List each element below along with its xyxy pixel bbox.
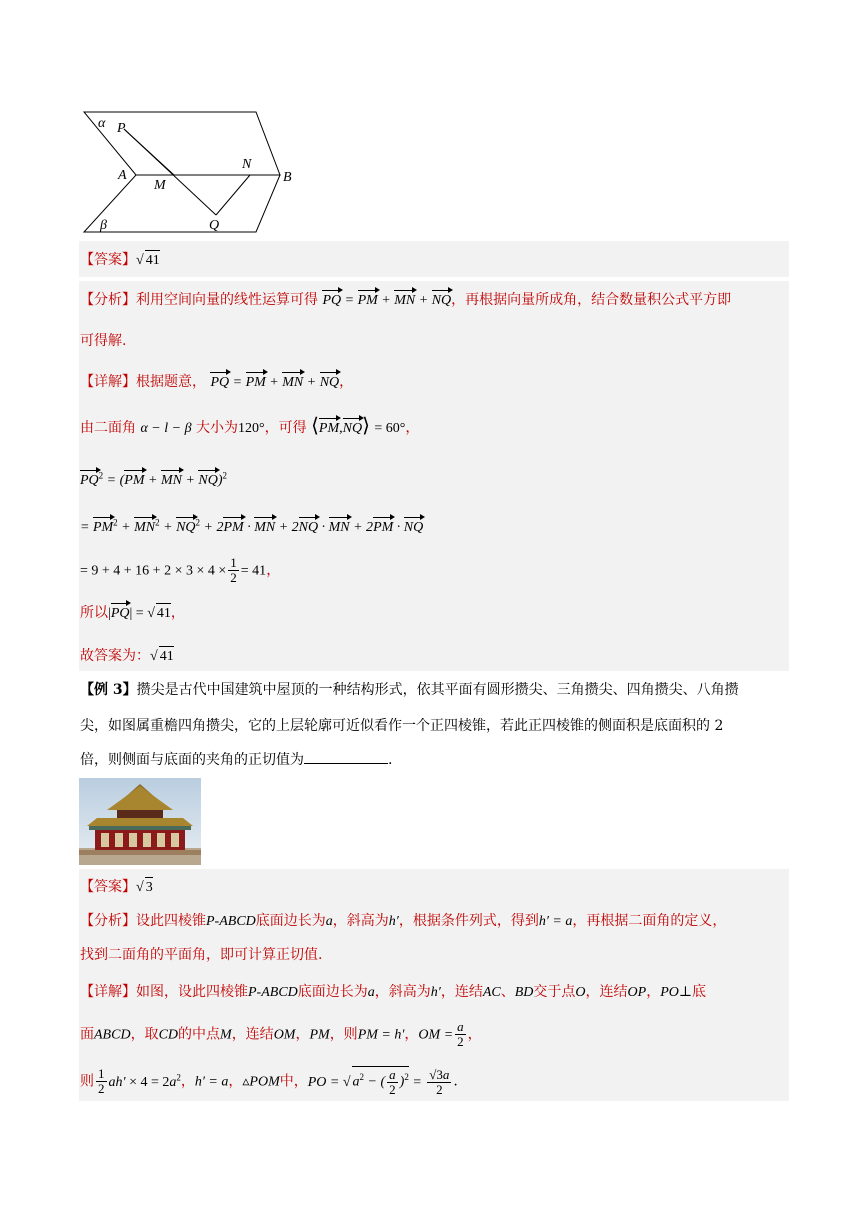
analysis2-line-1: 【分析】设此四棱锥P-ABCD底面边长为a，斜高为h′，根据条件列式，得到h′ = a，再根据二面角的定义， [80,913,727,929]
detail-line-7: 故答案为：√ 41 [80,646,174,667]
detail-line-6: 所以|PQ| = √ 41， [80,603,185,624]
analysis2-line-2: 找到二面角的平面角，即可计算正切值. [80,947,323,963]
example-3-line-1: 【例 3】攒尖是古代中国建筑中屋顶的一种结构形式，依其平面有圆形攒尖、三角攒尖、四角攒尖、八角攒 [80,682,739,698]
detail-line-1: 【详解】根据题意， PQ = PM + MN + NQ， [80,372,353,393]
answer-tag: 【答案】 [80,252,136,268]
analysis-line-1: 【分析】利用空间向量的线性运算可得 PQ = PM + MN + NQ，再根据向量所成角，结合数量积公式平方即 [80,290,731,311]
label-p: P [117,121,126,136]
label-n: N [242,157,252,172]
detail-line-4: = $PM^2 + MN^2 + NQ^2 + 2PM$ · MN + 2NQ · MN + 2PM · NQ [80,512,423,538]
label-beta: β [100,218,107,233]
label-m: M [154,178,166,193]
detail2-line-2: 面ABCD，取CD的中点M，连结OM，PM，则PM = h′，OM = $\frac{a}{2}$ ， [80,1019,482,1049]
answer-line-1: 【答案】√ 41 [80,250,160,271]
dihedral-diagram [80,105,310,240]
detail2-line-1: 【详解】如图，设此四棱锥P-ABCD底面边长为a，斜高为h′，连结AC、BD交于点O，连结OP，PO⊥底 [80,984,707,1000]
label-q: Q [209,218,220,233]
detail-line-5: = 9 + 4 + 16 + 2 × 3 × 4 × $\frac{1}{2}$ = 41， [80,555,281,585]
answer-line-2: 【答案】√ 3 [80,877,153,898]
answer-band-1 [79,241,789,277]
label-a: A [118,168,127,183]
detail-line-2: 由二面角 α − l − β 大小为120°，可得 ⟨PM,NQ⟩ = 60°， [80,415,420,437]
answer-blank [304,751,388,764]
detail2-line-3: 则 $\frac{1}{2}$ $ah' \times 4 = 2a^2$，h′ = a，▵POM中，PO = √ $a^2$ − ( $\frac{a}{2}$ )$^2$ = $\frac{√3a}{2}$ . [80,1066,458,1097]
label-alpha: α [98,116,106,131]
example-3-line-3: 倍，则侧面与底面的夹角的正切值为 . [80,752,393,768]
segment-pq [124,129,216,215]
detail-line-3: $PQ^2 = (PM$ + MN + NQ)$^2$ [80,465,227,491]
segment-nq [216,175,250,215]
example-3-line-2: 尖，如图属重檐四角攒尖，它的上层轮廓可近似看作一个正四棱锥，若此正四棱锥的侧面积是底面积的 2 [80,718,724,734]
pavilion-photo [79,778,201,865]
analysis-line-2: 可得解. [80,333,127,349]
label-b: B [283,170,292,185]
answer-value: 41 [145,250,160,271]
